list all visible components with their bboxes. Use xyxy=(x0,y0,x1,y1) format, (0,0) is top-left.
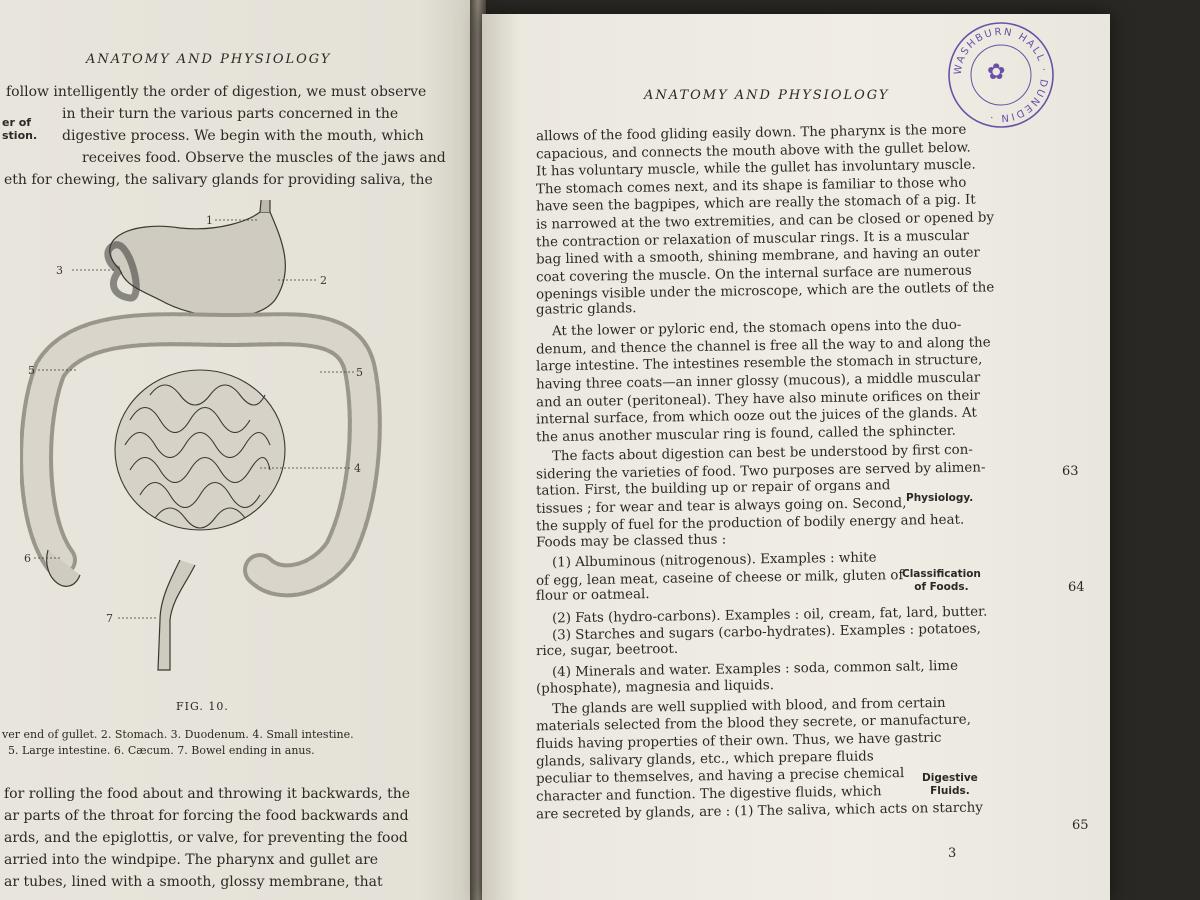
library-stamp xyxy=(946,20,1056,130)
right-text-line: internal surface, from which ooze out the juices of the glands. At xyxy=(535,405,977,428)
right-text-line: allows of the food gliding easily down. The pharynx is the more xyxy=(535,122,967,145)
left-text-line: digestive process. We begin with the mouth, which xyxy=(62,128,424,144)
figure-label-2: 2 xyxy=(320,274,327,287)
page-number: 3 xyxy=(948,846,957,861)
margin-number: 63 xyxy=(1062,464,1079,479)
left-running-head: ANATOMY AND PHYSIOLOGY xyxy=(86,52,332,67)
right-text-line: having three coats—an inner glossy (mucous), a middle muscular xyxy=(535,370,981,393)
right-text-line: fluids having properties of their own. Thus, we have gastric xyxy=(535,730,942,753)
figure-label-5-left: 5 xyxy=(28,364,35,377)
right-text-line: openings visible under the microscope, which are the outlets of the xyxy=(535,280,995,303)
figure-label-1: 1 xyxy=(206,214,213,227)
figure-label-3: 3 xyxy=(56,264,63,277)
left-text-line: ar parts of the throat for forcing the food backwards and xyxy=(4,808,409,824)
right-text-line: are secreted by glands, are : (1) The saliva, which acts on starchy xyxy=(535,800,984,823)
left-text-line: ards, and the epiglottis, or valve, for preventing the food xyxy=(4,830,408,846)
right-text-line: (2) Fats (hydro-carbons). Examples : oil, cream, fat, lard, butter. xyxy=(551,604,988,627)
right-text-line: have seen the bagpipes, which are really the stomach of a pig. It xyxy=(535,192,976,215)
right-text-line: the supply of fuel for the production of bodily energy and heat. xyxy=(535,513,965,535)
right-text-line: rice, sugar, beetroot. xyxy=(535,641,679,659)
right-text-line: materials selected from the blood they secrete, or manufacture, xyxy=(535,712,972,735)
left-text-line: receives food. Observe the muscles of the jaws and xyxy=(82,150,446,166)
right-running-head: ANATOMY AND PHYSIOLOGY xyxy=(644,88,890,103)
left-text-line: for rolling the food about and throwing it backwards, the xyxy=(4,786,411,802)
digestive-system-figure xyxy=(20,200,440,680)
right-text-line: The stomach comes next, and its shape is familiar to those who xyxy=(535,175,967,198)
right-page xyxy=(482,14,1110,900)
right-text-line: and an outer (peritoneal). They have also minute orifices on their xyxy=(535,388,981,411)
margin-note-classification: Classification of Foods. xyxy=(902,568,981,593)
right-text-line: denum, and thence the channel is free all the way to and along the xyxy=(535,335,991,358)
left-margin-note: er of stion. xyxy=(2,116,38,142)
figure-legend-line: 5. Large intestine. 6. Cæcum. 7. Bowel ending in anus. xyxy=(8,744,315,757)
gullet-shape xyxy=(260,200,270,212)
figure-caption: FIG. 10. xyxy=(176,700,229,713)
right-text-line: (1) Albuminous (nitrogenous). Examples : white xyxy=(551,550,877,571)
right-text-line: large intestine. The intestines resemble the stomach in structure, xyxy=(535,352,983,375)
right-text-line: tissues ; for wear and tear is always going on. Second, xyxy=(535,495,907,517)
right-text-line: gastric glands. xyxy=(535,301,637,318)
figure-label-5-right: 5 xyxy=(356,366,363,379)
right-text-line: coat covering the muscle. On the internal surface are numerous xyxy=(535,263,972,286)
figure-label-7: 7 xyxy=(106,612,113,625)
right-text-line: character and function. The digestive fluids, which xyxy=(535,784,882,805)
figure-label-4: 4 xyxy=(354,462,361,475)
right-text-line: peculiar to themselves, and having a precise chemical xyxy=(535,766,905,788)
right-text-line: tation. First, the building up or repair of organs and xyxy=(535,478,891,499)
left-text-line: follow intelligently the order of digestion, we must observe xyxy=(6,84,427,100)
right-text-line: The facts about digestion can best be understood by first con- xyxy=(551,442,973,465)
right-text-line: The glands are well supplied with blood, and from certain xyxy=(551,695,946,717)
margin-number: 64 xyxy=(1068,580,1085,595)
right-text-line: Foods may be classed thus : xyxy=(535,532,727,551)
right-text-line: the anus another muscular ring is found, called the sphincter. xyxy=(535,423,956,446)
margin-note-digestive-fluids: Digestive Fluids. xyxy=(922,772,978,797)
right-text-line: sidering the varieties of food. Two purposes are served by alimen- xyxy=(535,460,986,483)
left-text-line: eth for chewing, the salivary glands for providing saliva, the xyxy=(4,172,433,188)
right-text-line: bag lined with a smooth, shining membrane, and having an outer xyxy=(535,245,980,268)
right-text-line: capacious, and connects the mouth above with the gullet below. xyxy=(535,140,971,163)
crest-icon: ✿ xyxy=(987,60,1006,85)
rectum-shape xyxy=(158,560,195,670)
left-page xyxy=(0,0,478,900)
left-text-line: in their turn the various parts concerned in the xyxy=(62,106,399,122)
right-text-line: (3) Starches and sugars (carbo-hydrates). Examples : potatoes, xyxy=(551,621,981,644)
right-text-line: is narrowed at the two extremities, and can be closed or opened by xyxy=(535,210,995,233)
margin-number: 65 xyxy=(1072,818,1089,833)
right-text-line: of egg, lean meat, caseine of cheese or milk, gluten of xyxy=(535,567,904,589)
left-text-line: ar tubes, lined with a smooth, glossy membrane, that xyxy=(4,874,383,890)
right-text-line: the contraction or relaxation of muscular rings. It is a muscular xyxy=(535,228,970,250)
right-text-line: (4) Minerals and water. Examples : soda, common salt, lime xyxy=(551,658,959,681)
small-intestine-shape xyxy=(115,370,285,530)
left-text-line: arried into the windpipe. The pharynx and gullet are xyxy=(4,852,379,868)
right-text-line: (phosphate), magnesia and liquids. xyxy=(535,677,775,697)
right-text-line: At the lower or pyloric end, the stomach opens into the duo- xyxy=(551,317,962,340)
stamp-text: WASHBURN HALL · DUNEDIN · xyxy=(952,26,1050,124)
right-text-line: It has voluntary muscle, while the gullet has involuntary muscle. xyxy=(535,157,976,180)
stomach-shape xyxy=(110,212,286,317)
figure-legend-line: ver end of gullet. 2. Stomach. 3. Duodenum. 4. Small intestine. xyxy=(2,728,354,741)
figure-label-6: 6 xyxy=(24,552,31,565)
margin-note-physiology: Physiology. xyxy=(906,492,974,504)
right-text-line: flour or oatmeal. xyxy=(535,587,650,605)
right-text-line: glands, salivary glands, etc., which prepare fluids xyxy=(535,748,874,770)
